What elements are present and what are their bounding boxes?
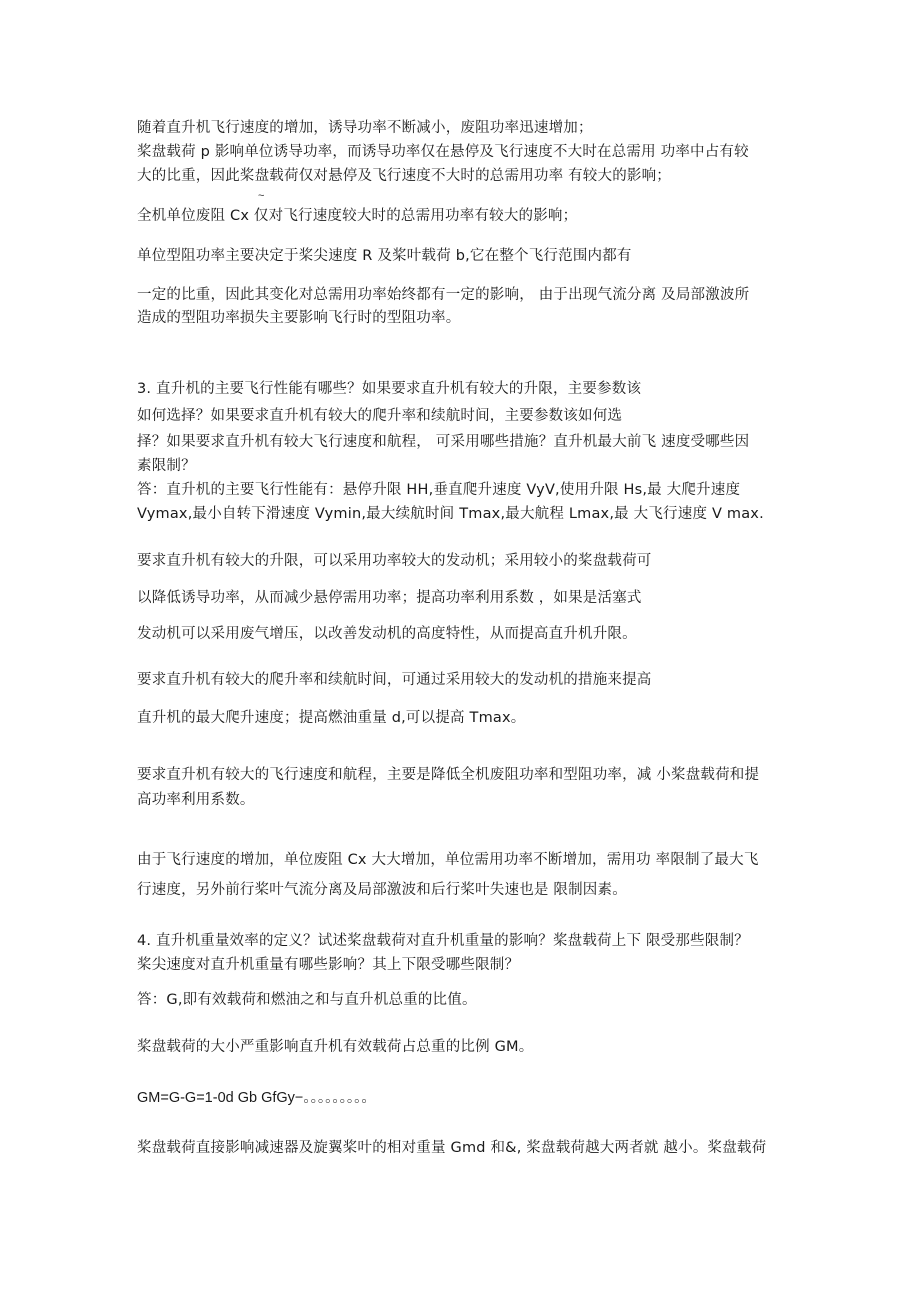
text-line: 如何选择？如果要求直升机有较大的爬升率和续航时间，主要参数该如何选	[137, 408, 623, 424]
answer-line: 答：G,即有效载荷和燃油之和与直升机总重的比值。	[137, 992, 477, 1008]
text-line: 造成的型阻功率损失主要影响飞行时的型阻功率。	[137, 310, 461, 326]
question-heading: 4. 直升机重量效率的定义？试述桨盘载荷对直升机重量的影响？桨盘载荷上下 限受那些限制？	[137, 933, 749, 949]
text-line: 发动机可以采用废气增压，以改善发动机的高度特性，从而提高直升机升限。	[137, 626, 637, 642]
question-heading: 3. 直升机的主要飞行性能有哪些？如果要求直升机有较大的升限，主要参数该	[137, 381, 642, 397]
text-line: 桨盘载荷 p 影响单位诱导功率，而诱导功率仅在悬停及飞行速度不大时在总需用 功率中占有较	[137, 144, 749, 160]
text-line: 择？如果要求直升机有较大飞行速度和航程， 可采用哪些措施？直升机最大前飞 速度受哪些因	[137, 434, 750, 450]
text-line: 单位型阻功率主要决定于桨尖速度 R 及桨叶载荷 b,它在整个飞行范围内都有	[137, 248, 632, 264]
text-line: 全机单位废阻 Cx 仅对飞行速度较大时的总需用功率有较大的影响；	[137, 208, 578, 224]
text-line: 由于飞行速度的增加，单位废阻 Cx 大大增加，单位需用功率不断增加，需用功 率限制了最大飞	[137, 852, 759, 868]
text-line: 要求直升机有较大的爬升率和续航时间，可通过采用较大的发动机的措施来提高	[137, 672, 652, 688]
answer-line: 答：直升机的主要飞行性能有：悬停升限 HH,垂直爬升速度 VyV,使用升限 Hs,最 大爬升速度	[137, 482, 741, 498]
text-line: 桨盘载荷直接影响减速器及旋翼桨叶的相对重量 Gmd 和&, 桨盘载荷越大两者就 越小。桨盘载荷	[137, 1140, 767, 1156]
formula-line: GM=G-G=1-0d Gb GfGy−。。。。。。。。。	[137, 1090, 376, 1106]
text-line: 桨尖速度对直升机重量有哪些影响？其上下限受哪些限制？	[137, 957, 520, 973]
text-line: 直升机的最大爬升速度；提高燃油重量 d,可以提高 Tmax。	[137, 710, 526, 726]
text-line: 要求直升机有较大的飞行速度和航程，主要是降低全机废阻功率和型阻功率，减 小桨盘载荷和提	[137, 767, 760, 783]
text-line: Vymax,最小自转下滑速度 Vymin,最大续航时间 Tmax,最大航程 Lmax,最 大飞行速度 V max.	[137, 506, 764, 522]
text-line: 随着直升机飞行速度的增加，诱导功率不断减小，废阻功率迅速增加；	[137, 120, 593, 136]
text-line: 行速度，另外前行桨叶气流分离及局部激波和后行桨叶失速也是 限制因素。	[137, 882, 627, 898]
text-line: 要求直升机有较大的升限，可以采用功率较大的发动机；采用较小的桨盘载荷可	[137, 553, 652, 569]
text-line: 素限制？	[137, 458, 196, 474]
text-line: 以降低诱导功率，从而减少悬停需用功率；提高功率利用系数 ，如果是活塞式	[137, 590, 642, 606]
text-line: 一定的比重，因此其变化对总需用功率始终都有一定的影响， 由于出现气流分离 及局部激波所	[137, 287, 750, 303]
text-line: 桨盘载荷的大小严重影响直升机有效载荷占总重的比例 GM。	[137, 1039, 534, 1055]
text-line: 高功率利用系数。	[137, 792, 255, 808]
tilde-mark: ~	[258, 190, 265, 202]
text-line: 大的比重，因此桨盘载荷仅对悬停及飞行速度不大时的总需用功率 有较大的影响；	[137, 168, 672, 184]
